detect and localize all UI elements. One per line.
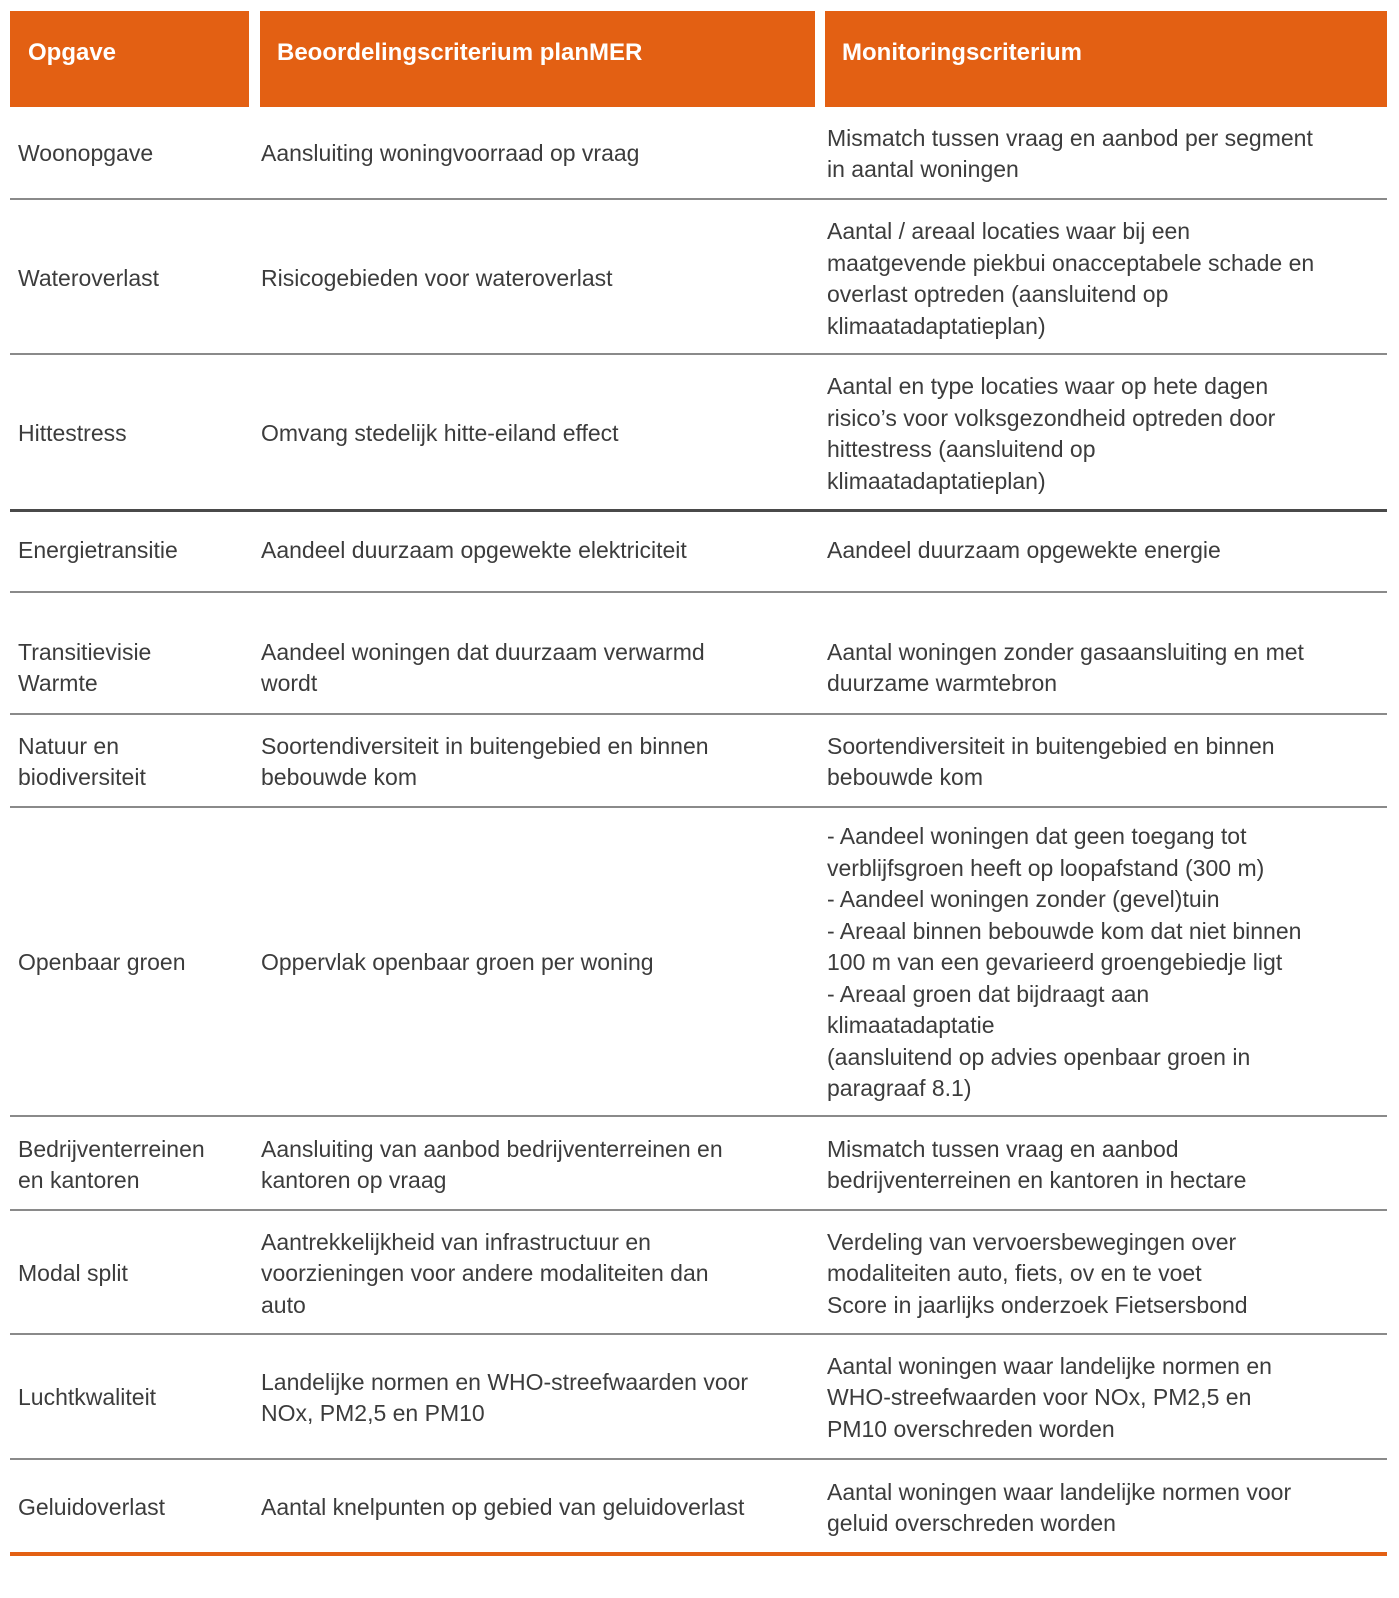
cell-opgave: Hittestress bbox=[18, 420, 127, 447]
cell-opgave: Modal split bbox=[18, 1260, 128, 1287]
cell-beoordelingscriterium: Aandeel duurzaam opgewekte elektriciteit bbox=[261, 537, 687, 564]
cell-opgave: Natuur en biodiversiteit bbox=[18, 732, 146, 790]
row-divider bbox=[10, 198, 1387, 200]
row-divider bbox=[10, 806, 1387, 808]
cell-monitoringscriterium: Verdeling van vervoersbewegingen over modaliteiten auto, fiets, ov en te voet Score in jaarlijks onderzoek Fietsersbond bbox=[827, 1228, 1248, 1318]
cell-beoordelingscriterium: Risicogebieden voor wateroverlast bbox=[261, 265, 613, 292]
cell-monitoringscriterium: Aantal woningen zonder gasaansluiting en met duurzame warmtebron bbox=[827, 638, 1304, 696]
cell-monitoringscriterium: Soortendiversiteit in buitengebied en binnen bebouwde kom bbox=[827, 732, 1275, 790]
row-divider bbox=[10, 713, 1387, 715]
table-bottom-border bbox=[10, 1552, 1387, 1556]
header-opgave-label: Opgave bbox=[28, 39, 117, 66]
cell-opgave: Geluidoverlast bbox=[18, 1494, 166, 1521]
header-beoordelingscriterium-label: Beoordelingscriterium planMER bbox=[277, 39, 643, 66]
cell-opgave: Woonopgave bbox=[18, 140, 154, 167]
row-divider bbox=[10, 1333, 1387, 1335]
header-monitoringscriterium-label: Monitoringscriterium bbox=[842, 39, 1083, 66]
cell-monitoringscriterium: Aantal woningen waar landelijke normen voor geluid overschreden worden bbox=[827, 1478, 1292, 1536]
cell-opgave: Energietransitie bbox=[18, 537, 178, 564]
cell-monitoringscriterium: Aandeel duurzaam opgewekte energie bbox=[827, 537, 1221, 564]
cell-opgave: Wateroverlast bbox=[18, 265, 160, 292]
cell-beoordelingscriterium: Aantrekkelijkheid van infrastructuur en voorzieningen voor andere modaliteiten dan auto bbox=[261, 1228, 709, 1318]
cell-beoordelingscriterium: Landelijke normen en WHO-streefwaarden voor NOx, PM2,5 en PM10 bbox=[261, 1368, 749, 1426]
cell-opgave: Luchtkwaliteit bbox=[18, 1384, 157, 1411]
cell-beoordelingscriterium: Soortendiversiteit in buitengebied en binnen bebouwde kom bbox=[261, 732, 709, 790]
header-monitoringscriterium bbox=[825, 11, 1387, 107]
cell-beoordelingscriterium: Aandeel woningen dat duurzaam verwarmd wordt bbox=[261, 638, 705, 696]
cell-opgave: Transitievisie Warmte bbox=[18, 638, 152, 696]
cell-beoordelingscriterium: Oppervlak openbaar groen per woning bbox=[261, 949, 654, 976]
row-divider bbox=[10, 1458, 1387, 1460]
row-divider bbox=[10, 509, 1387, 512]
row-divider bbox=[10, 1115, 1387, 1117]
cell-monitoringscriterium: - Aandeel woningen dat geen toegang tot verblijfsgroen heeft op loopafstand (300 m) - Aandeel woningen zonder (gevel)tuin - Areaal binnen bebouwde kom dat niet binnen 100 m van een gevarieerd groengebiedje ligt - Areaal groen dat bijdraagt aan klimaatadaptatie (aansluitend op advies openbaar groen in paragraaf 8.1) bbox=[827, 823, 1302, 1102]
header-beoordelingscriterium bbox=[260, 11, 815, 107]
cell-opgave: Bedrijventerreinen en kantoren bbox=[18, 1135, 205, 1193]
cell-opgave: Openbaar groen bbox=[18, 949, 186, 976]
cell-beoordelingscriterium: Aansluiting van aanbod bedrijventerreinen en kantoren op vraag bbox=[261, 1135, 723, 1193]
row-divider bbox=[10, 591, 1387, 593]
cell-monitoringscriterium: Mismatch tussen vraag en aanbod bedrijventerreinen en kantoren in hectare bbox=[827, 1135, 1247, 1193]
cell-monitoringscriterium: Aantal / areaal locaties waar bij een maatgevende piekbui onacceptabele schade en overlast optreden (aansluitend op klimaatadaptatieplan) bbox=[827, 218, 1315, 339]
row-divider bbox=[10, 353, 1387, 355]
cell-monitoringscriterium: Aantal woningen waar landelijke normen en WHO-streefwaarden voor NOx, PM2,5 en PM10 overschreden worden bbox=[827, 1352, 1272, 1442]
cell-beoordelingscriterium: Omvang stedelijk hitte-eiland effect bbox=[261, 420, 619, 447]
cell-monitoringscriterium: Aantal en type locaties waar op hete dagen risico’s voor volksgezondheid optreden door hittestress (aansluitend op klimaatadaptatieplan) bbox=[827, 373, 1276, 494]
header-opgave bbox=[10, 11, 249, 107]
cell-beoordelingscriterium: Aansluiting woningvoorraad op vraag bbox=[261, 140, 640, 167]
cell-monitoringscriterium: Mismatch tussen vraag en aanbod per segment in aantal woningen bbox=[827, 124, 1313, 182]
cell-beoordelingscriterium: Aantal knelpunten op gebied van geluidoverlast bbox=[261, 1494, 745, 1521]
row-divider bbox=[10, 1209, 1387, 1211]
